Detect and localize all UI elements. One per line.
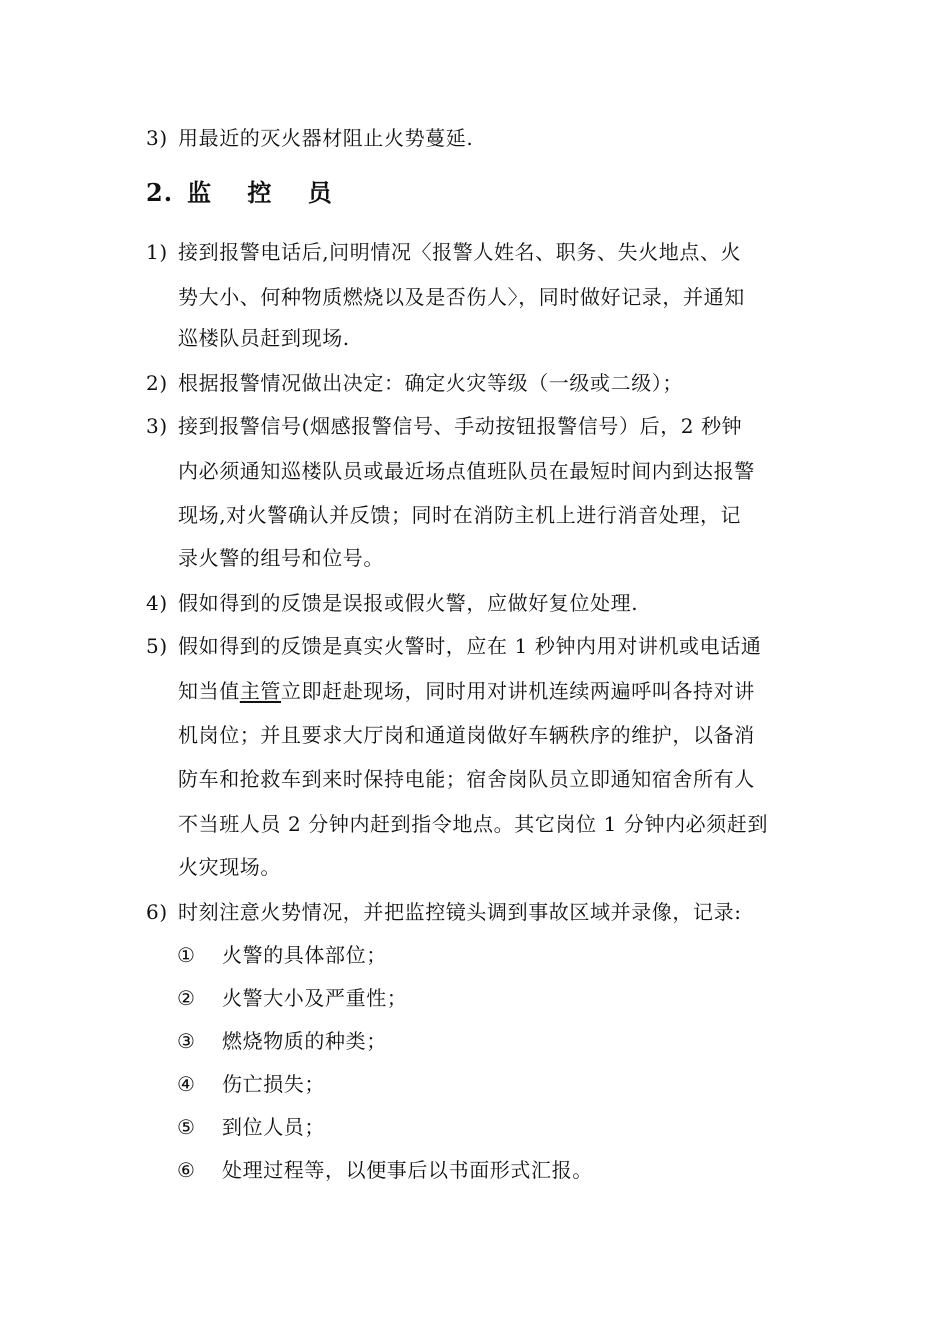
list-item-line: 录火警的组号和位号。 [178, 546, 384, 570]
circled-number: ③ [177, 1029, 195, 1053]
list-item-line: 势大小、何种物质燃烧以及是否伤人〉，同时做好记录，并通知 [178, 285, 745, 309]
list-item-line [178, 679, 755, 703]
list-item-line: 时刻注意火势情况，并把监控镜头调到事故区域并录像，记录: [178, 900, 742, 924]
sub-item-text: 燃烧物质的种类； [222, 1029, 387, 1053]
list-item-line: 机岗位；并且要求大厅岗和通道岗做好车辆秩序的维护，以备消 [178, 723, 755, 747]
list-item-line: 巡楼队员赶到现场. [178, 326, 350, 350]
list-item-line: 假如得到的反馈是真实火警时，应在 1 秒钟内用对讲机或电话通 [178, 634, 762, 658]
sub-item-text: 伤亡损失； [222, 1072, 325, 1096]
list-item-text: 立即赶赴现场，同时用对讲机连续两遍呼叫各持对讲 [281, 679, 755, 703]
list-number: 3) [146, 414, 168, 438]
list-item-line: 接到报警信号(烟感报警信号、手动按钮报警信号）后，2 秒钟 [178, 414, 743, 438]
list-number: 2) [146, 371, 168, 395]
list-item-line: 现场,对火警确认并反馈；同时在消防主机上进行消音处理，记 [178, 503, 742, 527]
circled-number: ① [177, 943, 195, 967]
section-heading [146, 178, 346, 208]
circled-number: ② [177, 986, 195, 1010]
list-item-line: 防车和抢救车到来时保持电能；宿舍岗队员立即通知宿舍所有人 [178, 767, 755, 791]
list-number: 3) [146, 126, 168, 150]
sub-item-text: 火警大小及严重性； [222, 986, 408, 1010]
list-item-line: 根据报警情况做出决定：确定火灾等级（一级或二级）； [178, 371, 683, 395]
sub-item-text: 火警的具体部位； [222, 943, 387, 967]
list-item-line: 假如得到的反馈是误报或假火警，应做好复位处理. [178, 591, 639, 615]
circled-number: ⑥ [177, 1158, 195, 1182]
list-number: 4) [146, 591, 168, 615]
list-item-line: 内必须通知巡楼队员或最近场点值班队员在最短时间内到达报警 [178, 459, 755, 483]
list-number: 5) [146, 634, 168, 658]
list-item-text: 知当值 [178, 679, 240, 703]
underlined-term: 主管 [239, 679, 282, 703]
list-item-line: 接到报警电话后,问明情况〈报警人姓名、职务、失火地点、火 [178, 240, 742, 264]
section-number: 2. [146, 178, 174, 207]
circled-number: ④ [177, 1072, 195, 1096]
section-title: 监 控 员 [187, 178, 346, 207]
list-item-line: 火灾现场。 [178, 855, 281, 879]
list-item-text: 用最近的灭火器材阻止火势蔓延. [178, 126, 474, 150]
circled-number: ⑤ [177, 1115, 195, 1139]
list-number: 6) [146, 900, 168, 924]
sub-item-text: 到位人员； [222, 1115, 325, 1139]
list-number: 1) [146, 240, 168, 264]
sub-item-text: 处理过程等，以便事后以书面形式汇报。 [222, 1158, 593, 1182]
list-item-line: 不当班人员 2 分钟内赶到指令地点。其它岗位 1 分钟内必须赶到 [178, 812, 769, 836]
